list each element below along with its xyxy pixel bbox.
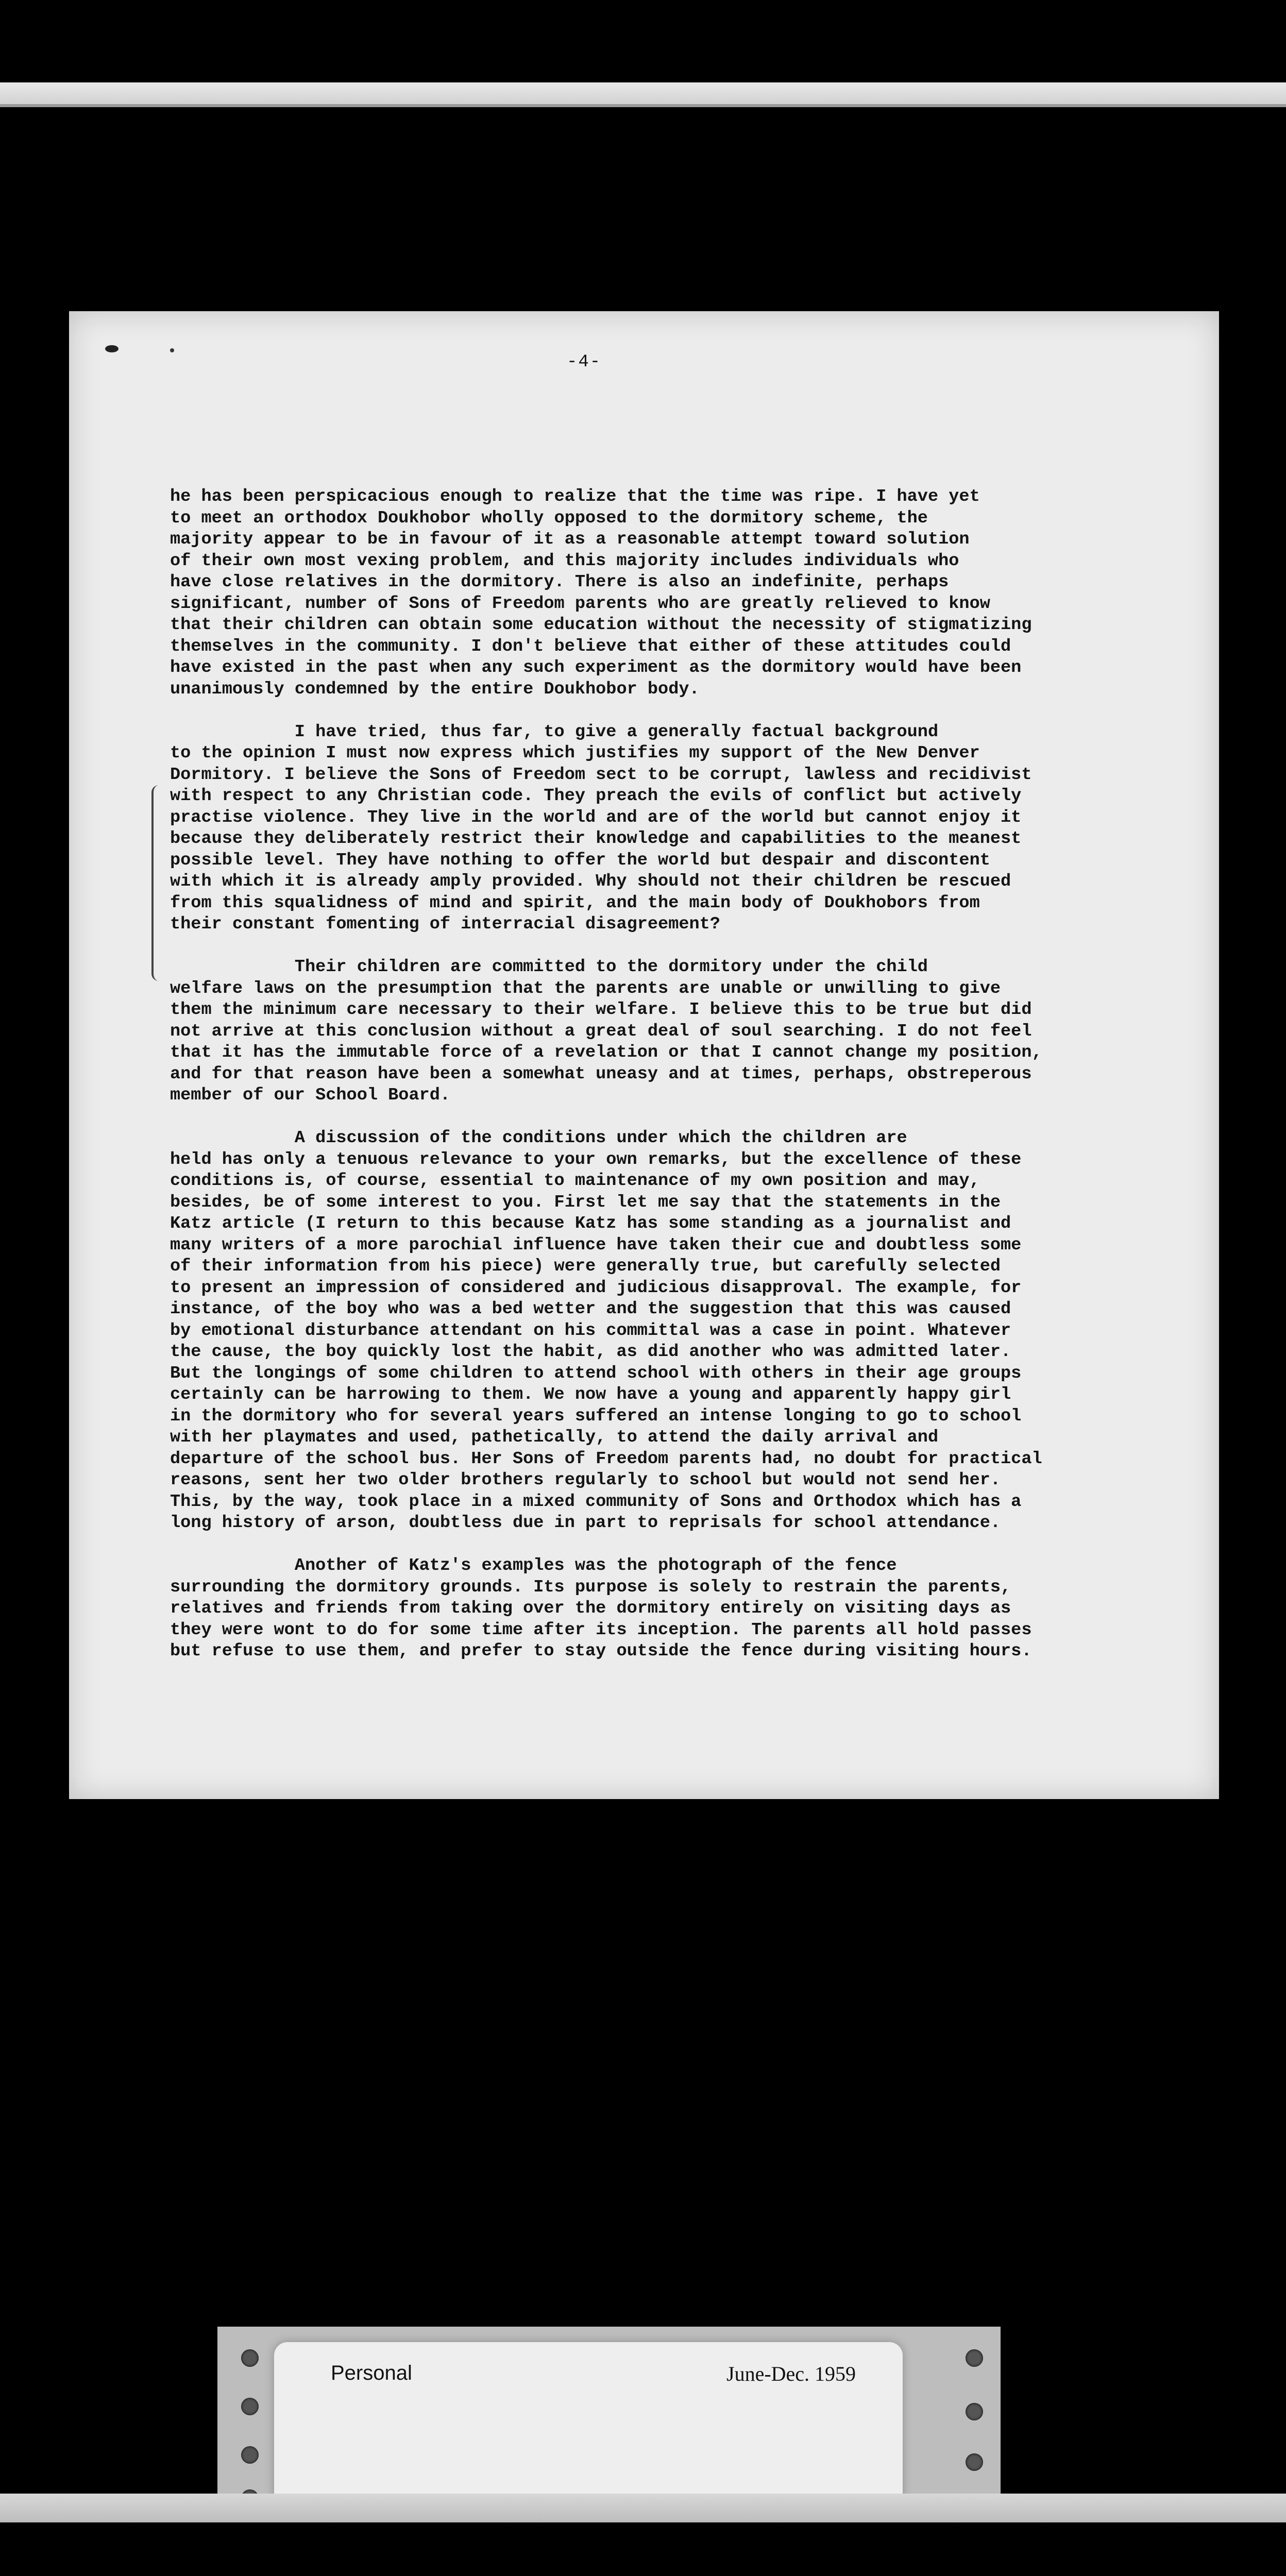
text-line: and for that reason have been a somewhat uneasy and at times, perhaps, obstreperous bbox=[170, 1064, 1032, 1084]
text-line: of their information from his piece) were generally true, but carefully selected bbox=[170, 1257, 1001, 1276]
text-line: Their children are committed to the dormitory under the child bbox=[170, 957, 928, 977]
text-line: possible level. They have nothing to offer the world but despair and discontent bbox=[170, 850, 990, 870]
punch-hole-icon bbox=[241, 2446, 259, 2464]
text-line: surrounding the dormitory grounds. Its purpose is solely to restrain the parents, bbox=[170, 1577, 1011, 1597]
film-bottom-edge bbox=[0, 2494, 1286, 2522]
text-line: by emotional disturbance attendant on his committal was a case in point. Whatever bbox=[170, 1320, 1011, 1341]
text-line bbox=[170, 700, 1206, 722]
text-line: held has only a tenuous relevance to your own remarks, but the excellence of these bbox=[170, 1149, 1022, 1170]
text-line: but refuse to use them, and prefer to stay outside the fence during visiting hours. bbox=[170, 1641, 1032, 1661]
text-line: unanimously condemned by the entire Doukhobor body. bbox=[170, 679, 700, 699]
text-line: with her playmates and used, pathetically, to attend the daily arrival and bbox=[170, 1428, 939, 1447]
page-speck bbox=[170, 348, 174, 352]
text-line: welfare laws on the presumption that the parents are unable or unwilling to give bbox=[170, 978, 1001, 998]
text-line: that it has the immutable force of a revelation or that I cannot change my position, bbox=[170, 1043, 1042, 1062]
punch-hole-icon bbox=[966, 2403, 983, 2420]
text-line: have existed in the past when any such experiment as the dormitory would have been bbox=[170, 658, 1022, 677]
text-line: they were wont to do for some time after its inception. The parents all hold passes bbox=[170, 1620, 1032, 1640]
file-tab-label-card bbox=[274, 2342, 903, 2517]
text-line: significant, number of Sons of Freedom parents who are greatly relieved to know bbox=[170, 594, 990, 614]
text-line: the cause, the boy quickly lost the habit, as did another who was admitted later. bbox=[170, 1342, 1011, 1362]
text-line: practise violence. They live in the world and are of the world but cannot enjoy it bbox=[170, 807, 1022, 827]
text-line: besides, be of some interest to you. First let me say that the statements in the bbox=[170, 1192, 1001, 1212]
text-line: member of our School Board. bbox=[170, 1086, 451, 1105]
text-line bbox=[170, 1663, 1206, 1684]
punch-hole-icon bbox=[966, 2349, 983, 2367]
text-line: Another of Katz's examples was the photograph of the fence bbox=[170, 1556, 897, 1575]
file-folder-tab bbox=[217, 2327, 1001, 2522]
letter-body bbox=[170, 486, 1206, 1684]
text-line: instance, of the boy who was a bed wetter and the suggestion that this was caused bbox=[170, 1299, 1011, 1319]
letter-page bbox=[69, 311, 1219, 1799]
text-line: to meet an orthodox Doukhobor wholly opposed to the dormitory scheme, the bbox=[170, 508, 928, 528]
text-line: relatives and friends from taking over the dormitory entirely on visiting days as bbox=[170, 1599, 1011, 1618]
text-line: to present an impression of considered and judicious disapproval. The example, for bbox=[170, 1278, 1022, 1298]
text-line: majority appear to be in favour of it as a reasonable attempt toward solution bbox=[170, 530, 970, 549]
text-line: he has been perspicacious enough to realize that the time was ripe. I have yet bbox=[170, 487, 980, 506]
text-line: of their own most vexing problem, and this majority includes individuals who bbox=[170, 551, 959, 571]
margin-bracket-mark bbox=[151, 785, 165, 981]
text-line: A discussion of the conditions under which the children are bbox=[170, 1128, 907, 1148]
text-line: have close relatives in the dormitory. There is also an indefinite, perhaps bbox=[170, 572, 949, 592]
text-line: conditions is, of course, essential to maintenance of my own position and may, bbox=[170, 1171, 980, 1191]
text-line: long history of arson, doubtless due in part to reprisals for school attendance. bbox=[170, 1513, 1001, 1533]
text-line: to the opinion I must now express which justifies my support of the New Denver bbox=[170, 743, 980, 763]
text-line bbox=[170, 936, 1206, 957]
page-number: -4- bbox=[567, 352, 602, 372]
text-line: departure of the school bus. Her Sons of Freedom parents had, no doubt for practical bbox=[170, 1449, 1042, 1469]
text-line: that their children can obtain some education without the necessity of stigmatizing bbox=[170, 615, 1032, 635]
text-line: not arrive at this conclusion without a great deal of soul searching. I do not feel bbox=[170, 1021, 1032, 1041]
text-line bbox=[170, 1107, 1206, 1128]
text-line: them the minimum care necessary to their welfare. I believe this to be true but did bbox=[170, 1000, 1032, 1020]
file-tab-label: Personal bbox=[331, 2362, 412, 2384]
text-line: with which it is already amply provided. Why should not their children be rescued bbox=[170, 872, 1011, 891]
text-line: Katz article (I return to this because Katz has some standing as a journalist and bbox=[170, 1214, 1011, 1233]
text-line: But the longings of some children to attend school with others in their age groups bbox=[170, 1363, 1022, 1383]
file-tab-dates: June-Dec. 1959 bbox=[726, 2362, 856, 2385]
text-line bbox=[170, 1534, 1206, 1556]
text-line: This, by the way, took place in a mixed community of Sons and Orthodox which has a bbox=[170, 1492, 1022, 1512]
text-line: from this squalidness of mind and spirit, and the main body of Doukhobors from bbox=[170, 893, 980, 913]
text-line: their constant fomenting of interracial disagreement? bbox=[170, 914, 720, 934]
text-line: reasons, sent her two older brothers regularly to school but would not send her. bbox=[170, 1470, 1001, 1490]
page-speck bbox=[105, 345, 119, 352]
punch-hole-icon bbox=[241, 2349, 259, 2367]
text-line: with respect to any Christian code. They preach the evils of conflict but actively bbox=[170, 786, 1022, 806]
text-line: many writers of a more parochial influence have taken their cue and doubtless some bbox=[170, 1235, 1022, 1255]
film-top-edge bbox=[0, 82, 1286, 107]
text-line: themselves in the community. I don't believe that either of these attitudes could bbox=[170, 636, 1011, 656]
text-line: because they deliberately restrict their knowledge and capabilities to the meanest bbox=[170, 829, 1022, 849]
text-line: I have tried, thus far, to give a generally factual background bbox=[170, 722, 939, 742]
text-line: certainly can be harrowing to them. We now have a young and apparently happy girl bbox=[170, 1385, 1011, 1404]
text-line: Dormitory. I believe the Sons of Freedom sect to be corrupt, lawless and recidivist bbox=[170, 765, 1032, 785]
punch-hole-icon bbox=[241, 2398, 259, 2415]
text-line: in the dormitory who for several years suffered an intense longing to go to school bbox=[170, 1406, 1022, 1426]
punch-hole-icon bbox=[966, 2453, 983, 2471]
